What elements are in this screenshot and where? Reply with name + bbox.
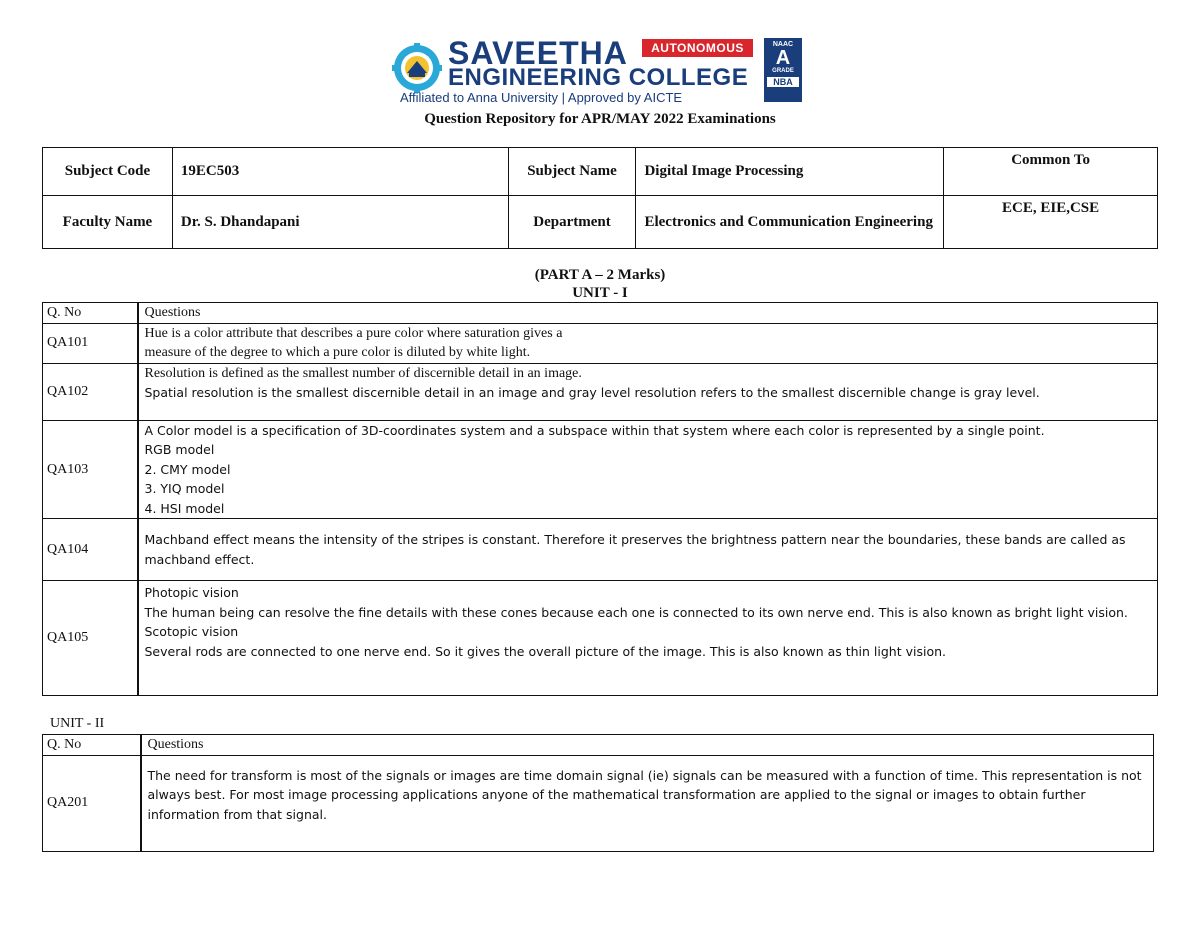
document-title: Question Repository for APR/MAY 2022 Examinations bbox=[424, 111, 776, 127]
answer-line: 3. YIQ model bbox=[144, 481, 225, 496]
table-row bbox=[43, 323, 1158, 363]
naac-badge bbox=[764, 38, 802, 102]
answer-line: measure of the degree to which a pure color is diluted by white light. bbox=[144, 345, 531, 360]
college-emblem-icon bbox=[392, 43, 442, 93]
table-row bbox=[43, 519, 1158, 581]
answer-line: Spatial resolution is the smallest discernible detail in an image and gray level resolution refers to the smallest discernible change is gray level. bbox=[144, 385, 1040, 400]
answer-line: 4. HSI model bbox=[144, 500, 225, 516]
answer-line: The need for transform is most of the signals or images are time domain signal (ie) signals can be measured with a function of time. This representation is not always best. For most image processing applications anyone of the mathematical transformation are applied to the signal or images to obtain further information from that signal. bbox=[147, 767, 1142, 822]
department-value: Electronics and Communication Engineering bbox=[636, 196, 944, 249]
table-row bbox=[43, 420, 1158, 519]
question-number: QA102 bbox=[43, 363, 138, 420]
college-name-line2: ENGINEERING COLLEGE bbox=[448, 64, 749, 91]
answer-text bbox=[138, 420, 1158, 519]
common-to-label: Common To bbox=[944, 148, 1158, 196]
answer-line: Several rods are connected to one nerve end. So it gives the overall picture of the image. This is also known as thin light vision. bbox=[144, 643, 947, 659]
answer-line: Resolution is defined as the smallest number of discernible detail in an image. bbox=[144, 365, 582, 381]
table-row bbox=[43, 755, 1154, 851]
unit1-heading: UNIT - I bbox=[572, 285, 628, 301]
answer-line: The human being can resolve the fine details with these cones because each one is connected to its own nerve end. This is also known as bright light vision. bbox=[144, 604, 1128, 620]
unit2-col-questions: Questions bbox=[141, 735, 1154, 756]
faculty-name-label: Faculty Name bbox=[43, 196, 173, 249]
answer-line: Scotopic vision bbox=[144, 624, 239, 639]
unit2-col-qno: Q. No bbox=[43, 735, 141, 756]
subject-code-value: 19EC503 bbox=[172, 148, 508, 196]
answer-line: Machband effect means the intensity of the stripes is constant. Therefore it preserves the brightness pattern near the boundaries, these bands are called as machband effect. bbox=[144, 532, 1126, 567]
college-affiliation: Affiliated to Anna University | Approved by AICTE bbox=[400, 90, 683, 105]
unit1-col-qno: Q. No bbox=[43, 303, 138, 324]
nba-label: NBA bbox=[767, 77, 799, 87]
college-logo bbox=[392, 37, 804, 103]
faculty-name-value: Dr. S. Dhandapani bbox=[172, 196, 508, 249]
answer-line: A Color model is a specification of 3D-coordinates system and a subspace within that system where each color is represented by a single point. bbox=[144, 422, 1045, 438]
question-number: QA201 bbox=[43, 755, 141, 851]
naac-label: NAAC bbox=[772, 41, 794, 48]
question-number: QA105 bbox=[43, 581, 138, 696]
autonomous-badge: AUTONOMOUS bbox=[642, 39, 753, 57]
answer-line: 2. CMY model bbox=[144, 461, 231, 477]
subject-info-table bbox=[42, 147, 1158, 249]
part-heading bbox=[0, 266, 1200, 302]
common-to-value: ECE, EIE,CSE bbox=[944, 196, 1158, 249]
college-name-line1: SAVEETHA bbox=[448, 35, 628, 71]
table-row bbox=[43, 363, 1158, 420]
subject-name-label: Subject Name bbox=[508, 148, 636, 196]
answer-line: RGB model bbox=[144, 442, 215, 457]
answer-text bbox=[138, 581, 1158, 696]
unit2-heading: UNIT - II bbox=[50, 716, 105, 731]
part-a-heading: (PART A – 2 Marks) bbox=[534, 267, 666, 283]
subject-name-value: Digital Image Processing bbox=[636, 148, 944, 196]
answer-line: Photopic vision bbox=[144, 585, 239, 600]
naac-grade: A bbox=[775, 47, 791, 69]
subject-code-label: Subject Code bbox=[43, 148, 173, 196]
question-number: QA103 bbox=[43, 420, 138, 519]
unit1-col-questions: Questions bbox=[138, 303, 1158, 324]
question-number: QA104 bbox=[43, 519, 138, 581]
unit1-question-table bbox=[42, 302, 1158, 696]
unit2-question-table bbox=[42, 734, 1154, 852]
naac-grade-label: GRADE bbox=[772, 68, 794, 74]
question-number: QA101 bbox=[43, 323, 138, 363]
answer-text bbox=[138, 363, 1158, 420]
answer-text bbox=[141, 755, 1154, 851]
department-label: Department bbox=[508, 196, 636, 249]
answer-text bbox=[138, 519, 1158, 581]
answer-text bbox=[138, 323, 1158, 363]
answer-line: Hue is a color attribute that describes a pure color where saturation gives a bbox=[144, 325, 563, 341]
table-row bbox=[43, 581, 1158, 696]
